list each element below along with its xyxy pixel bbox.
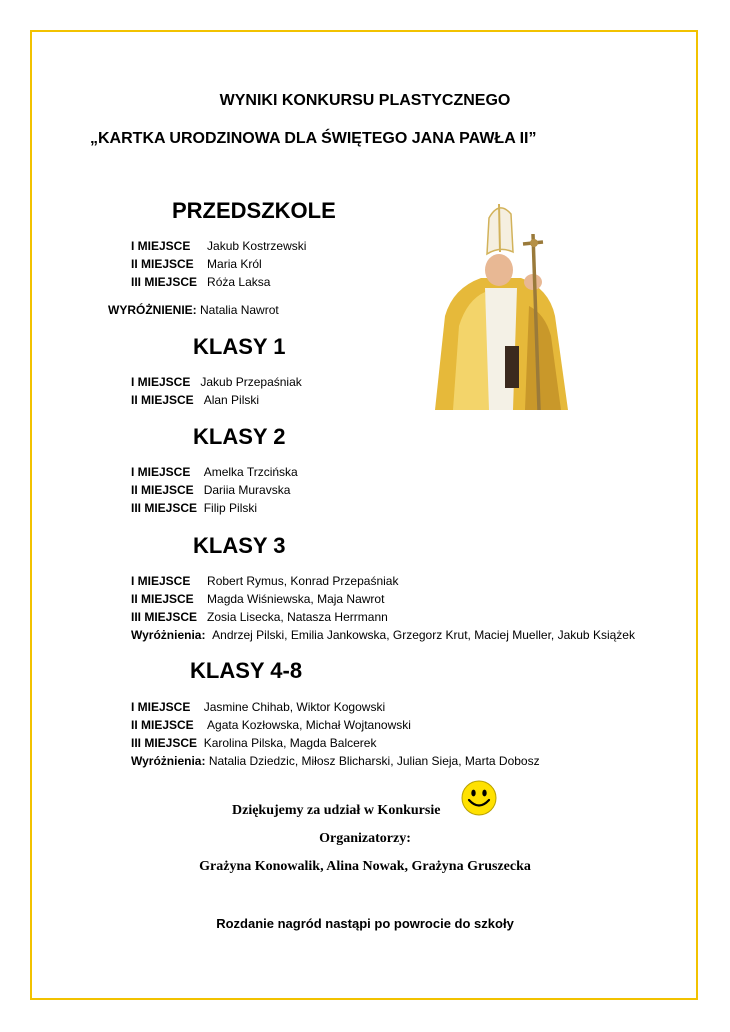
distinction-label: Wyróżnienia:: [131, 628, 206, 642]
result-row: [131, 481, 290, 499]
place-label: II MIEJSCE: [131, 257, 194, 271]
winner-names: Robert Rymus, Konrad Przepaśniak: [207, 574, 399, 588]
winner-names: Karolina Pilska, Magda Balcerek: [203, 736, 377, 750]
result-row: [131, 734, 376, 752]
place-label: I MIEJSCE: [131, 700, 191, 714]
winner-names: Dariia Muravska: [203, 483, 291, 497]
place-label: III MIEJSCE: [131, 501, 198, 515]
place-label: II MIEJSCE: [131, 393, 194, 407]
result-row: [131, 255, 262, 273]
heading-klasy-4-8: KLASY 4-8: [190, 658, 303, 683]
place-label: III MIEJSCE: [131, 275, 198, 289]
result-row: [131, 463, 298, 481]
distinction-label: Wyróżnienia:: [131, 754, 206, 768]
heading-klasy-2: KLASY 2: [193, 424, 286, 449]
place-label: II MIEJSCE: [131, 718, 194, 732]
result-row: [131, 273, 270, 291]
winner-names: Róża Laksa: [207, 275, 271, 289]
place-label: III MIEJSCE: [131, 610, 198, 624]
organizers-label: Organizatorzy:: [319, 831, 411, 846]
pope-john-paul-ii-image: [433, 196, 568, 410]
heading-przedszkole: PRZEDSZKOLE: [172, 198, 336, 223]
place-label: II MIEJSCE: [131, 592, 194, 606]
winner-names: Jakub Kostrzewski: [207, 239, 307, 253]
award-note: Rozdanie nagród nastąpi po powrocie do szkoły: [216, 916, 514, 931]
distinction-label: WYRÓŻNIENIE:: [108, 303, 197, 317]
heading-klasy-1: KLASY 1: [193, 334, 286, 359]
winner-names: Zosia Lisecka, Natasza Herrmann: [207, 610, 388, 624]
result-row: [131, 391, 259, 409]
place-label: I MIEJSCE: [131, 375, 191, 389]
distinction-names: Natalia Dziedzic, Miłosz Blicharski, Julian Sieja, Marta Dobosz: [208, 754, 540, 768]
result-row: [131, 237, 306, 255]
result-row: [131, 572, 398, 590]
winner-names: Amelka Trzcińska: [203, 465, 298, 479]
winner-names: Magda Wiśniewska, Maja Nawrot: [207, 592, 385, 606]
place-label: I MIEJSCE: [131, 239, 191, 253]
place-label: I MIEJSCE: [131, 465, 191, 479]
result-row: [131, 590, 384, 608]
organizers-names: Grażyna Konowalik, Alina Nowak, Grażyna Gruszecka: [199, 859, 531, 874]
result-row: [131, 499, 257, 517]
winner-names: Jasmine Chihab, Wiktor Kogowski: [203, 700, 386, 714]
result-row: [131, 373, 302, 391]
page-subtitle: „KARTKA URODZINOWA DLA ŚWIĘTEGO JANA PAWŁA II”: [90, 130, 537, 147]
distinction-names: Andrzej Pilski, Emilia Jankowska, Grzegorz Krut, Maciej Mueller, Jakub Książek: [212, 628, 635, 642]
smiley-face-icon: [461, 780, 497, 816]
winner-names: Jakub Przepaśniak: [200, 375, 302, 389]
thanks-text: Dziękujemy za udział w Konkursie: [232, 803, 441, 818]
place-label: III MIEJSCE: [131, 736, 198, 750]
result-row: [131, 608, 388, 626]
winner-names: Maria Król: [207, 257, 262, 271]
distinction-row: [131, 752, 540, 770]
winner-names: Alan Pilski: [203, 393, 260, 407]
distinction-row: [131, 626, 635, 644]
winner-names: Agata Kozłowska, Michał Wojtanowski: [207, 718, 411, 732]
place-label: I MIEJSCE: [131, 574, 191, 588]
result-row: [131, 716, 411, 734]
place-label: II MIEJSCE: [131, 483, 194, 497]
winner-names: Filip Pilski: [203, 501, 258, 515]
distinction-row: [108, 301, 279, 319]
result-row: [131, 698, 385, 716]
page-title: WYNIKI KONKURSU PLASTYCZNEGO: [219, 92, 511, 109]
distinction-names: Natalia Nawrot: [200, 303, 279, 317]
heading-klasy-3: KLASY 3: [193, 533, 286, 558]
